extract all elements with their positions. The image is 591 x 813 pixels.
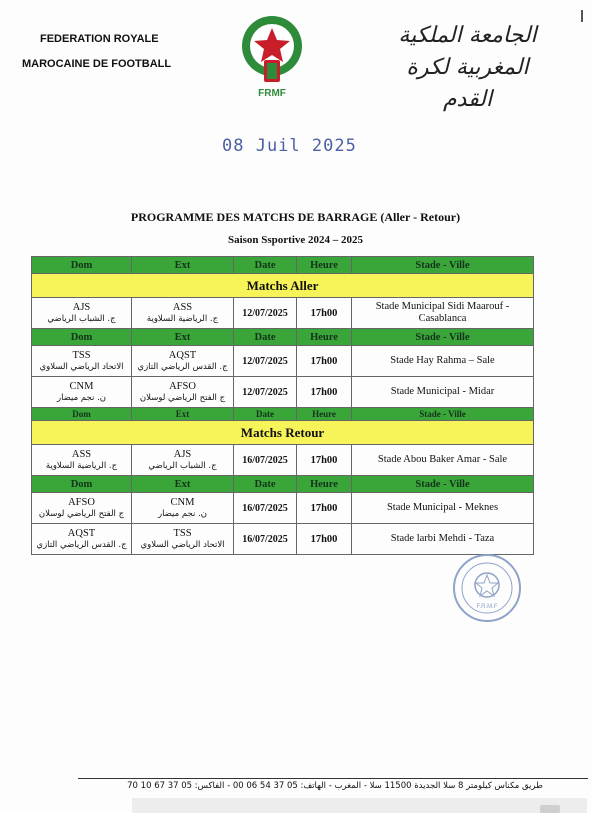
federation-arabic-line2: المغربية لكرة القدم (406, 55, 529, 112)
col-dom: Dom (32, 257, 132, 274)
away-team-arabic: ن. نجم ميضار (157, 508, 208, 519)
col-heure: Heure (297, 257, 352, 274)
away-team: AQST (168, 349, 197, 361)
federation-name-arabic (380, 20, 555, 116)
away-team: AFSO (169, 380, 196, 392)
match-schedule-table (31, 256, 534, 555)
col-ext: Ext (132, 476, 234, 493)
match-time: 17h00 (297, 298, 352, 329)
table-row (32, 346, 534, 377)
match-time: 17h00 (297, 346, 352, 377)
table-header-row (32, 329, 534, 346)
col-date: Date (234, 408, 297, 421)
match-stadium: Stade larbi Mehdi - Taza (352, 524, 534, 555)
home-team-arabic: الاتحاد الرياضي السلاوي (39, 361, 124, 372)
home-team: TSS (72, 349, 91, 361)
home-team-arabic: ج. الشباب الرياضي (47, 313, 116, 324)
away-team-arabic: ج. الشباب الرياضي (148, 460, 217, 471)
viewer-bottom-button[interactable] (540, 805, 560, 813)
table-header-row (32, 257, 534, 274)
away-team-arabic: ج. القدس الرياضي التازي (137, 361, 228, 372)
official-stamp (452, 553, 522, 623)
federation-name-french (18, 32, 208, 72)
home-team: AFSO (68, 496, 95, 508)
stamp-text: F.R.M.F (476, 604, 498, 610)
home-team-arabic: ج. الرياضية السلاوية (45, 460, 118, 471)
match-stadium: Stade Municipal - Midar (352, 377, 534, 408)
home-team-arabic: ج. القدس الرياضي التازي (36, 539, 127, 550)
match-stadium: Stade Municipal - Meknes (352, 493, 534, 524)
section-row (32, 274, 534, 298)
home-team: ASS (71, 448, 92, 460)
col-heure: Heure (297, 476, 352, 493)
table-row (32, 298, 534, 329)
table-row (32, 524, 534, 555)
match-date: 12/07/2025 (234, 298, 297, 329)
home-team-arabic: ج الفتح الرياضي لوسلان (38, 508, 125, 519)
match-date: 16/07/2025 (234, 524, 297, 555)
col-stade: Stade - Ville (352, 476, 534, 493)
logo-text: FRMF (258, 88, 286, 99)
date-stamp: 08 Juil 2025 (222, 136, 357, 156)
col-date: Date (234, 257, 297, 274)
home-team: AQST (67, 527, 96, 539)
table-row (32, 445, 534, 476)
col-stade: Stade - Ville (352, 329, 534, 346)
col-stade: Stade - Ville (352, 408, 534, 421)
federation-arabic-line1: الجامعة الملكية (398, 23, 537, 48)
viewer-bottom-bar (132, 798, 587, 813)
match-stadium: Stade Abou Baker Amar - Sale (352, 445, 534, 476)
frmf-logo (238, 14, 306, 102)
away-team: AJS (173, 448, 192, 460)
federation-name-line1: FEDERATION ROYALE (40, 33, 159, 45)
col-ext: Ext (132, 329, 234, 346)
away-team-arabic: الاتحاد الرياضي السلاوي (140, 539, 225, 550)
match-date: 16/07/2025 (234, 445, 297, 476)
home-team: AJS (72, 301, 91, 313)
col-heure: Heure (297, 329, 352, 346)
col-ext: Ext (132, 257, 234, 274)
footer-divider (78, 778, 588, 779)
col-stade: Stade - Ville (352, 257, 534, 274)
scan-mark (581, 10, 583, 22)
away-team: ASS (172, 301, 193, 313)
home-team: CNM (69, 380, 94, 392)
section-aller-label: Matchs Aller (32, 274, 534, 298)
away-team-arabic: ج. الرياضية السلاوية (146, 313, 219, 324)
col-dom: Dom (32, 408, 132, 421)
col-heure: Heure (297, 408, 352, 421)
match-stadium: Stade Municipal Sidi Maarouf - Casablanca (352, 298, 534, 329)
table-header-row (32, 476, 534, 493)
away-team: TSS (173, 527, 192, 539)
col-dom: Dom (32, 476, 132, 493)
match-time: 17h00 (297, 445, 352, 476)
match-date: 12/07/2025 (234, 346, 297, 377)
table-header-row (32, 408, 534, 421)
table-row (32, 493, 534, 524)
table-row (32, 377, 534, 408)
document-title: PROGRAMME DES MATCHS DE BARRAGE (Aller - Retour) (130, 210, 461, 224)
match-date: 12/07/2025 (234, 377, 297, 408)
col-date: Date (234, 476, 297, 493)
federation-name-line2: MAROCAINE DE FOOTBALL (22, 58, 172, 70)
match-time: 17h00 (297, 493, 352, 524)
away-team: CNM (170, 496, 195, 508)
match-time: 17h00 (297, 377, 352, 408)
col-date: Date (234, 329, 297, 346)
season-subtitle: Saison Ssportive 2024 – 2025 (227, 234, 364, 246)
section-row (32, 421, 534, 445)
match-date: 16/07/2025 (234, 493, 297, 524)
col-dom: Dom (32, 329, 132, 346)
match-stadium: Stade Hay Rahma – Sale (352, 346, 534, 377)
home-team-arabic: ن. نجم ميضار (56, 392, 107, 403)
away-team-arabic: ج الفتح الرياضي لوسلان (139, 392, 226, 403)
section-retour-label: Matchs Retour (32, 421, 534, 445)
col-ext: Ext (132, 408, 234, 421)
match-time: 17h00 (297, 524, 352, 555)
footer-address: طريق مكناس كيلومتر 8 سلا الجديدة 11500 سلا - المغرب - الهاتف: 05 37 54 06 00 - الفاكس: 05 37 67 10 70 (127, 781, 543, 791)
